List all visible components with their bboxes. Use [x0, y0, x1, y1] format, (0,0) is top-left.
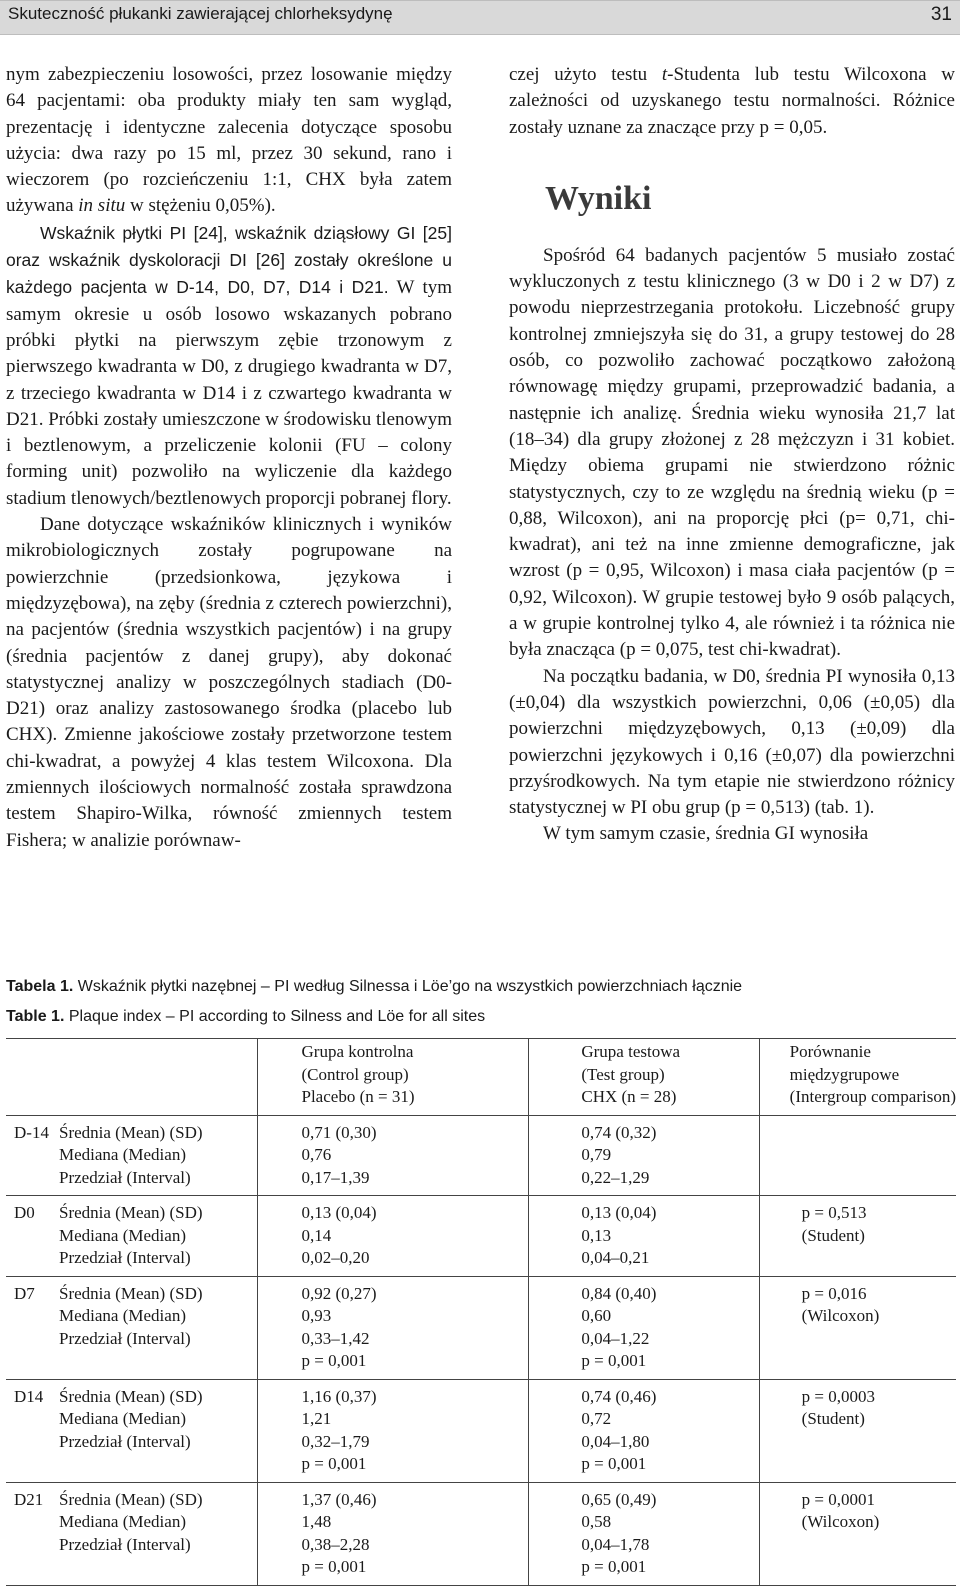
day-label: D21 — [14, 1489, 44, 1509]
table-row — [6, 1196, 956, 1277]
section-heading-results: Wyniki — [545, 179, 652, 217]
row-label-cell — [6, 1379, 257, 1482]
paragraph-indices: Wskaźnik płytki PI [24], wskaźnik dziąsłowy GI [25] oraz wskaźnik dyskoloracji DI [26] zostały określone u każdego pacjenta w D-14, D0, D7, D14 i D21. W tym samym okresie u osób losowo wskazanych pobrano próbki płytki na pierwszym zębie trzonowym z pierwszego kwadranta w D0, z drugiego kwadranta w D7, z trzeciego kwadranta w D14 i z czwartego kwadranta w D21. Próbki zostały umieszczone w środowisku tlenowym i beztlenowym, a przeliczenie kolonii (FU – colony forming unit) pozwoliło na wyliczenie dla każdego stadium tlenowych/beztlenowych proporcji pobranej flory. — [6, 222, 453, 509]
test-value: p = 0,001 — [581, 1351, 647, 1370]
running-header — [0, 0, 960, 35]
header-control-group: Grupa kontrolna (Control group) Placebo (n = 31) — [257, 1039, 529, 1116]
control-values-cell — [257, 1379, 529, 1482]
measure-label: Mediana (Median) — [59, 1225, 186, 1245]
comparison-value: p = 0,0001 — [801, 1489, 875, 1509]
test-value: 0,04–1,78 — [581, 1534, 650, 1554]
test-value: 0,04–1,80 — [581, 1431, 650, 1451]
test-values-cell — [529, 1196, 759, 1277]
day-label: D-14 — [14, 1122, 49, 1142]
comparison-cell — [759, 1115, 956, 1196]
control-value: p = 0,001 — [301, 1557, 367, 1576]
comparison-cell — [759, 1276, 956, 1379]
test-value: 0,65 (0,49) — [581, 1489, 657, 1509]
table-captions — [6, 972, 742, 1032]
header-empty-cell — [6, 1039, 257, 1116]
day-label: D0 — [14, 1203, 35, 1222]
test-value: 0,13 — [581, 1225, 612, 1245]
measure-label: Przedział (Interval) — [59, 1431, 191, 1451]
control-value: 0,93 — [301, 1306, 332, 1325]
comparison-value: (Wilcoxon) — [801, 1512, 880, 1531]
control-values-cell — [257, 1115, 529, 1196]
plaque-index-table — [6, 1038, 956, 1586]
day-label: D14 — [14, 1386, 44, 1406]
latin-term: in situ — [78, 195, 126, 217]
control-value: 0,33–1,42 — [301, 1328, 370, 1348]
control-value: 1,21 — [301, 1409, 332, 1428]
row-label-cell — [6, 1482, 257, 1585]
test-value: 0,22–1,29 — [581, 1167, 650, 1187]
control-values-cell — [257, 1276, 529, 1379]
control-value: 0,76 — [301, 1145, 332, 1164]
measure-labels — [59, 1122, 203, 1190]
right-column — [509, 62, 955, 848]
control-value: 0,17–1,39 — [301, 1167, 370, 1187]
test-values-cell — [529, 1115, 759, 1196]
measure-label: Średnia (Mean) (SD) — [59, 1203, 203, 1222]
paragraph-baseline: Na początku badania, w D0, średnia PI wynosiła 0,13 (±0,04) dla wszystkich powierzchni, 0,06 (±0,05) dla powierzchni międzyzębowych, 0,13 (±0,09) dla powierzchni językowych i 0,16 (±0,07) dla powierzchni przyśrodkowych. Na tym etapie nie stwierdzono różnicy statystycznej w PI obu grup (p = 0,513) (tab. 1). — [509, 665, 955, 819]
control-value: 0,02–0,20 — [301, 1248, 370, 1267]
control-value: 0,92 (0,27) — [301, 1283, 377, 1303]
control-value: 0,38–2,28 — [301, 1534, 370, 1554]
test-value: 0,60 — [581, 1306, 612, 1325]
measure-label: Mediana (Median) — [59, 1306, 186, 1325]
table-row — [6, 1482, 956, 1585]
paragraph-randomization: nym zabezpieczeniu losowości, przez losowanie między 64 pacjentami: oba produkty miały ten sam wygląd, prezentację i identyczne zalecenia dotyczące sposobu użycia: dwa razy po 15 ml, przez 30 sekund, rano i wieczorem (po rozcieńczeniu 1:1, CHX była zatem używana in situ w stężeniu 0,05%). — [6, 64, 452, 217]
measure-labels — [59, 1202, 203, 1270]
paragraph-tests: czej użyto testu t-Studenta lub testu Wilcoxona w zależności od uzyskanego testu normalności. Różnice zostały uznane za znaczące przy p = 0,05. — [509, 64, 955, 138]
comparison-value: p = 0,0003 — [801, 1386, 875, 1406]
control-value: 1,37 (0,46) — [301, 1489, 377, 1509]
measure-labels — [59, 1489, 203, 1557]
test-value: 0,74 (0,32) — [581, 1122, 657, 1142]
measure-label: Mediana (Median) — [59, 1512, 186, 1531]
comparison-value: (Student) — [801, 1409, 865, 1428]
table-body — [6, 1115, 956, 1585]
day-label: D7 — [14, 1283, 35, 1303]
row-label-cell — [6, 1196, 257, 1277]
control-value: p = 0,001 — [301, 1454, 367, 1473]
measure-label: Średnia (Mean) (SD) — [59, 1122, 203, 1142]
test-value: 0,58 — [581, 1512, 612, 1531]
header-test-group: Grupa testowa (Test group) CHX (n = 28) — [529, 1039, 759, 1116]
test-value: 0,72 — [581, 1409, 612, 1428]
test-values-cell — [529, 1482, 759, 1585]
measure-label: Przedział (Interval) — [59, 1167, 191, 1187]
running-title: Skuteczność płukanki zawierającej chlorheksydynę — [8, 4, 393, 23]
measure-label: Średnia (Mean) (SD) — [59, 1489, 203, 1509]
measure-label: Średnia (Mean) (SD) — [59, 1386, 203, 1406]
control-values-cell — [257, 1196, 529, 1277]
header-intergroup-comparison: Porównanie międzygrupowe (Intergroup comparison) — [759, 1039, 956, 1116]
control-values-cell — [257, 1482, 529, 1585]
control-value: p = 0,001 — [301, 1351, 367, 1370]
test-value: p = 0,001 — [581, 1454, 647, 1473]
measure-label: Średnia (Mean) (SD) — [59, 1283, 203, 1303]
row-label-cell — [6, 1276, 257, 1379]
paragraph-participants: Spośród 64 badanych pacjentów 5 musiało zostać wykluczonych z testu klinicznego (3 w D0 i 2 w D7) z powodu nieprzestrzegania protokołu. Liczebność grupy kontrolnej zmniejszyła się do 31, a grupy testowej do 28 osób, co pozwoliło zachować początkowo założoną równowagę między grupami, przeprowadzić badania, a następnie ich analizę. Średnia wieku wynosiła 21,7 lat (18–34) dla grupy złożonej z 28 mężczyzn i 31 kobiet. Między obiema grupami nie stwierdzono różnic statystycznych, czy to ze względu na średnią wieku (p = 0,88, Wilcoxon), ani na proporcję płci (p= 0,71, chi-kwadrat), ani też na inne zmienne demograficzne, jak wzrost (p = 0,95, Wilcoxon) i masa ciała pacjentów (p = 0,92, Wilcoxon). W grupie testowej było 9 osób palących, a w grupie kontrolnej tylko 4, ale również i ta różnica nie była znacząca (p = 0,075, test chi-kwadrat). — [509, 244, 955, 661]
measure-label: Przedział (Interval) — [59, 1248, 191, 1267]
comparison-value: p = 0,016 — [801, 1283, 867, 1303]
measure-label: Przedział (Interval) — [59, 1534, 191, 1554]
table-row — [6, 1115, 956, 1196]
measure-labels — [59, 1283, 203, 1351]
table-row — [6, 1276, 956, 1379]
control-value: 1,48 — [301, 1512, 332, 1531]
left-column — [6, 62, 452, 854]
control-value: 0,13 (0,04) — [301, 1203, 377, 1222]
comparison-value: (Student) — [801, 1225, 865, 1245]
test-value: 0,13 (0,04) — [581, 1203, 657, 1222]
comparison-cell — [759, 1482, 956, 1585]
table-row — [6, 1379, 956, 1482]
test-value: 0,04–0,21 — [581, 1248, 650, 1267]
paragraph-statistics: Dane dotyczące wskaźników klinicznych i wyników mikrobiologicznych zostały pogrupowane na powierzchnie (przedsionkowa, językowa i międzyzębowa), na zęby (średnia z czterech powierzchni), na pacjentów (średnia wszystkich pacjentów) i na grupy (średnia pacjentów z danej grupy), aby dokonać statystycznej analizy w poszczególnych stadiach (D0-D21) oraz analizy zastosowanego środka (placebo lub CHX). Zmienne jakościowe zostały przetworzone testem chi-kwadrat, a powyżej 4 klas testem Wilcoxona. Dla zmiennych ilościowych normalność została sprawdzona testem Shapiro-Wilka, równość zmiennych testem Fishera; w analizie porównaw- — [6, 514, 452, 851]
control-value: 0,71 (0,30) — [301, 1122, 377, 1142]
test-value: 0,79 — [581, 1145, 612, 1164]
comparison-cell — [759, 1196, 956, 1277]
table-header-row — [6, 1039, 956, 1116]
comparison-value: p = 0,513 — [801, 1203, 867, 1222]
comparison-value: (Wilcoxon) — [801, 1306, 880, 1325]
test-value: 0,04–1,22 — [581, 1328, 650, 1348]
test-value: 0,74 (0,46) — [581, 1386, 657, 1406]
row-label-cell — [6, 1115, 257, 1196]
measure-label: Mediana (Median) — [59, 1145, 186, 1164]
comparison-cell — [759, 1379, 956, 1482]
test-values-cell — [529, 1276, 759, 1379]
test-value: p = 0,001 — [581, 1557, 647, 1576]
measure-label: Mediana (Median) — [59, 1409, 186, 1428]
measure-labels — [59, 1386, 203, 1454]
paragraph-gi: W tym samym czasie, średnia GI wynosiła — [543, 823, 869, 845]
table-caption-pl: Tabela 1. Wskaźnik płytki nazębnej – PI według Silnessa i Löe’go na wszystkich powierzchniach łącznie — [6, 978, 743, 995]
measure-label: Przedział (Interval) — [59, 1328, 191, 1348]
control-value: 1,16 (0,37) — [301, 1386, 377, 1406]
test-value: 0,84 (0,40) — [581, 1283, 657, 1303]
test-values-cell — [529, 1379, 759, 1482]
control-value: 0,14 — [301, 1225, 332, 1245]
table-caption-en: Table 1. Plaque index – PI according to Silness and Löe for all sites — [6, 1008, 486, 1025]
control-value: 0,32–1,79 — [301, 1431, 370, 1451]
page-number: 31 — [930, 4, 952, 25]
